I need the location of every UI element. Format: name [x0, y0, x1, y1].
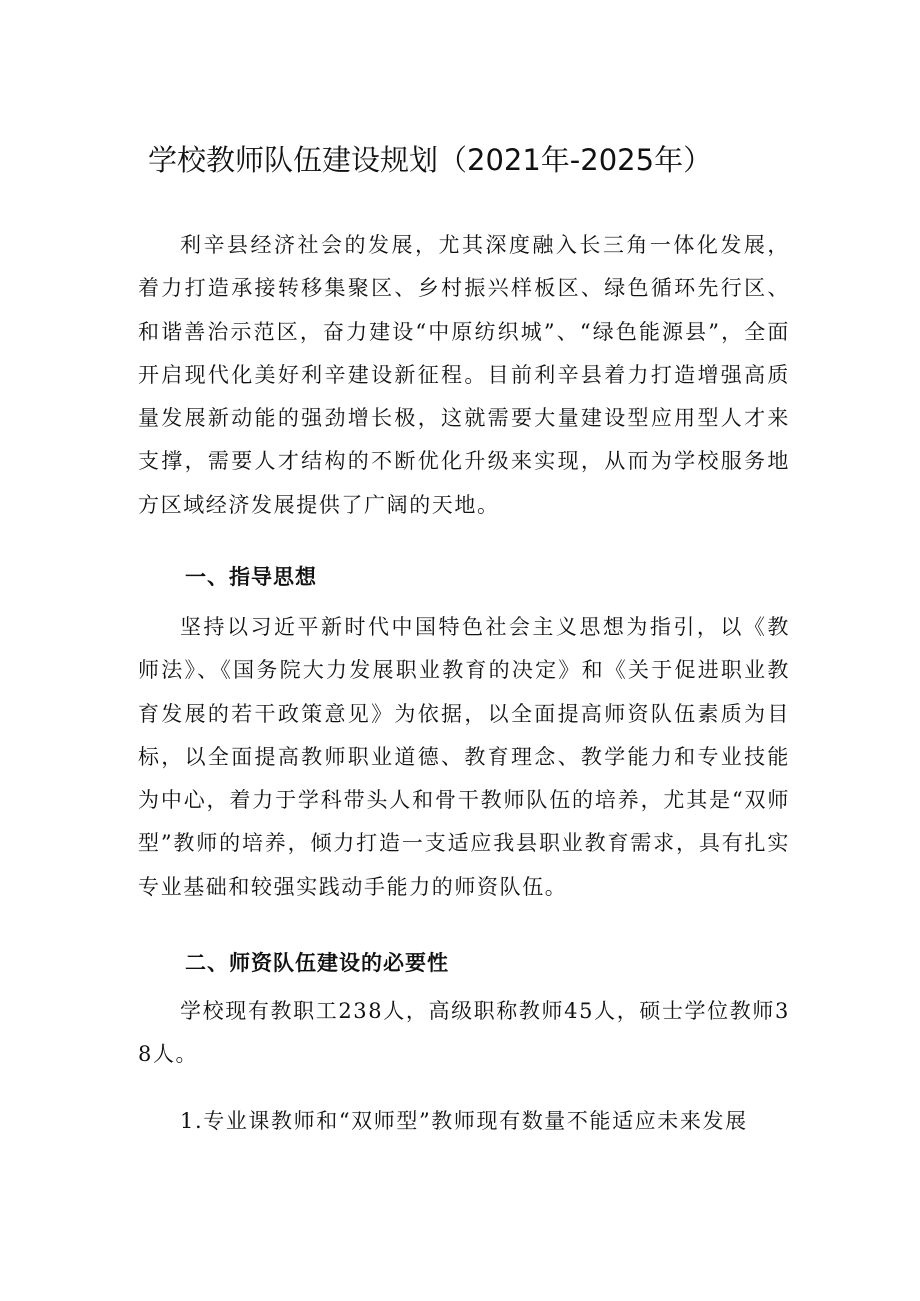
document-title: 学校教师队伍建设规划（2021年-2025年）: [148, 143, 713, 177]
staff-count-paragraph: 学校现有教职工238人，高级职称教师45人，硕士学位教师38人。: [138, 999, 790, 1067]
guiding-ideology-paragraph: 坚持以习近平新时代中国特色社会主义思想为指引，以《教师法》、《国务院大力发展职业教育的决定》和《关于促进职业教育发展的若干政策意见》为依据，以全面提高师资队伍素质为目标，以全面提高教师职业道德、教育理念、教学能力和专业技能为中心，着力于学科带头人和骨干教师队伍的培养，尤其是“双师型”教师的培养，倾力打造一支适应我县职业教育需求，具有扎实专业基础和较强实践动手能力的师资队伍。: [138, 615, 790, 899]
list-item-point-1: 1.专业课教师和“双师型”教师现有数量不能适应未来发展: [180, 1109, 748, 1133]
section-heading-necessity: 二、师资队伍建设的必要性: [185, 951, 449, 975]
section-heading-guiding-ideology: 一、指导思想: [185, 565, 317, 589]
intro-paragraph: 利辛县经济社会的发展，尤其深度融入长三角一体化发展，着力打造承接转移集聚区、乡村振兴样板区、绿色循环先行区、和谐善治示范区，奋力建设“中原纺织城”、“绿色能源县”，全面开启现代化美好利辛建设新征程。目前利辛县着力打造增强高质量发展新动能的强劲增长极，这就需要大量建设型应用型人才来支撑，需要人才结构的不断优化升级来实现，从而为学校服务地方区域经济发展提供了广阔的天地。: [138, 233, 790, 517]
